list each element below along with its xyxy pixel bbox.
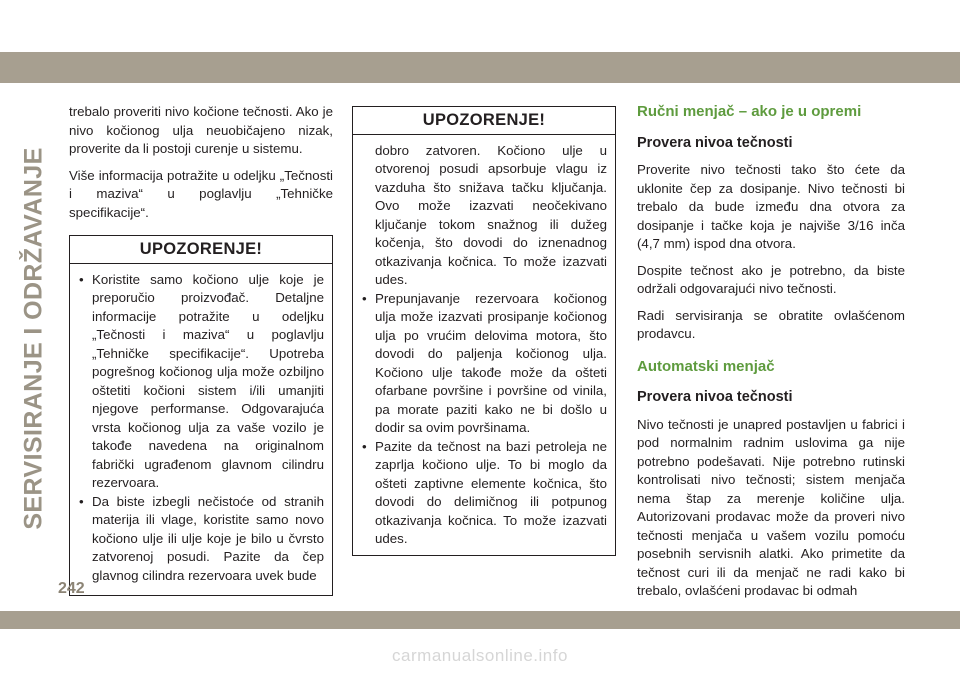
warning-box [69, 235, 333, 596]
warning-item: • Pazite da tečnost na bazi petroleja ne zaprlja kočiono ulje. To bi moglo da ošteti zaptivne elemente kočnica, što dovodi do delimičnog ili potpunog otkazivanja kočnica. To može izazvati udes. [361, 438, 607, 549]
warning-item: • Prepunjavanje rezervoara kočionog ulja može izazvati prosipanje kočionog ulja po vrućim delovima motora, što dovodi do paljenja kočionog ulja. Kočiono ulje takođe može da ošteti ofarbane površine i površine od vinila, pa morate paziti kako ne bi došlo u dodir sa ovim površinama. [361, 290, 607, 438]
paragraph: Nivo tečnosti je unapred postavljen u fabrici i pod normalnim radnim uslovima ga nije potrebno podešavati. Nije potrebno rutinski kontrolisati nivo tečnosti; sistem menjača nema štap za merenje količine ulja. Autorizovani prodavac može da proveri nivo tečnosti menjača u vašem vozilu pomoću posebnih servisnih alatki. Ako primetite da tečnost curi ili da menjač ne radi kako bi trebalo, ovlašćeni prodavac bi odmah [637, 416, 905, 598]
column-right [637, 103, 905, 609]
paragraph: Radi servisiranja se obratite ovlašćenom prodavcu. [637, 307, 905, 341]
warning-continuation: dobro zatvoren. Kočiono ulje u otvorenoj posudi apsorbuje vlagu iz vazduha što snižava tačku ključanja. Ovo može izazvati neočekivano ključanje tokom snažnog ili dužeg kočenja, što dovodi do iznenadnog otkazivanja kočnica. To može izazvati udes. [375, 142, 607, 287]
header-band [0, 52, 960, 83]
watermark: carmanualsonline.info [392, 646, 568, 665]
paragraph: trebalo proveriti nivo kočione tečnosti. Ako je nivo kočionog ulja neuobičajeno nizak, proverite da li postoji curenje u sistemu. [69, 104, 333, 156]
section-heading-manual: Ručni menjač – ako je u opremi [637, 103, 862, 120]
warning-item: • Da biste izbegli nečistoće od stranih materija ili vlage, koristite samo novo kočiono ulje ili ulje koje je bilo u čvrsto zatvorenoj posudi. Pazite da čep glavnog cilindra rezervoara uvek bude [78, 493, 324, 586]
subheading: Provera nivoa tečnosti [637, 134, 793, 151]
paragraph: Dospite tečnost ako je potrebno, da biste održali odgovarajući nivo tečnosti. [637, 262, 905, 296]
section-title-text: SERVISIRANJE I ODRŽAVANJE [19, 146, 48, 530]
footer-band [0, 611, 960, 629]
warning-item: • Koristite samo kočiono ulje koje je preporučio proizvođač. Detaljne informacije potražite u odeljku „Tečnosti i maziva“ u poglavlju „Tehničke specifikacije“. Upotreba pogrešnog kočionog ulja može ozbiljno oštetiti kočioni sistem i/ili umanjiti njegove performanse. Odgovarajuća vrsta kočionog ulja za vaše vozilo je takođe navedena na originalnom fabrički ugrađenom glavnom cilindru rezervoara. [78, 271, 324, 493]
page-number: 242 [58, 580, 85, 597]
warning-title: UPOZORENJE! [70, 236, 332, 264]
warning-title: UPOZORENJE! [353, 107, 615, 135]
section-side-title [19, 88, 49, 588]
subheading: Provera nivoa tečnosti [637, 389, 793, 405]
section-heading-automatic: Automatski menjač [637, 357, 775, 375]
paragraph: Više informacija potražite u odeljku „Tečnosti i maziva“ u poglavlju „Tehničke specifikacije“. [69, 167, 333, 220]
column-left [69, 103, 333, 596]
warning-box-continued [352, 106, 616, 556]
paragraph: Proverite nivo tečnosti tako što ćete da uklonite čep za dosipanje. Nivo tečnosti bi trebalo da bude između dna otvora za dosipanje i tačke koja je najviše 3/16 inča (4,7 mm) ispod dna otvora. [637, 162, 905, 251]
